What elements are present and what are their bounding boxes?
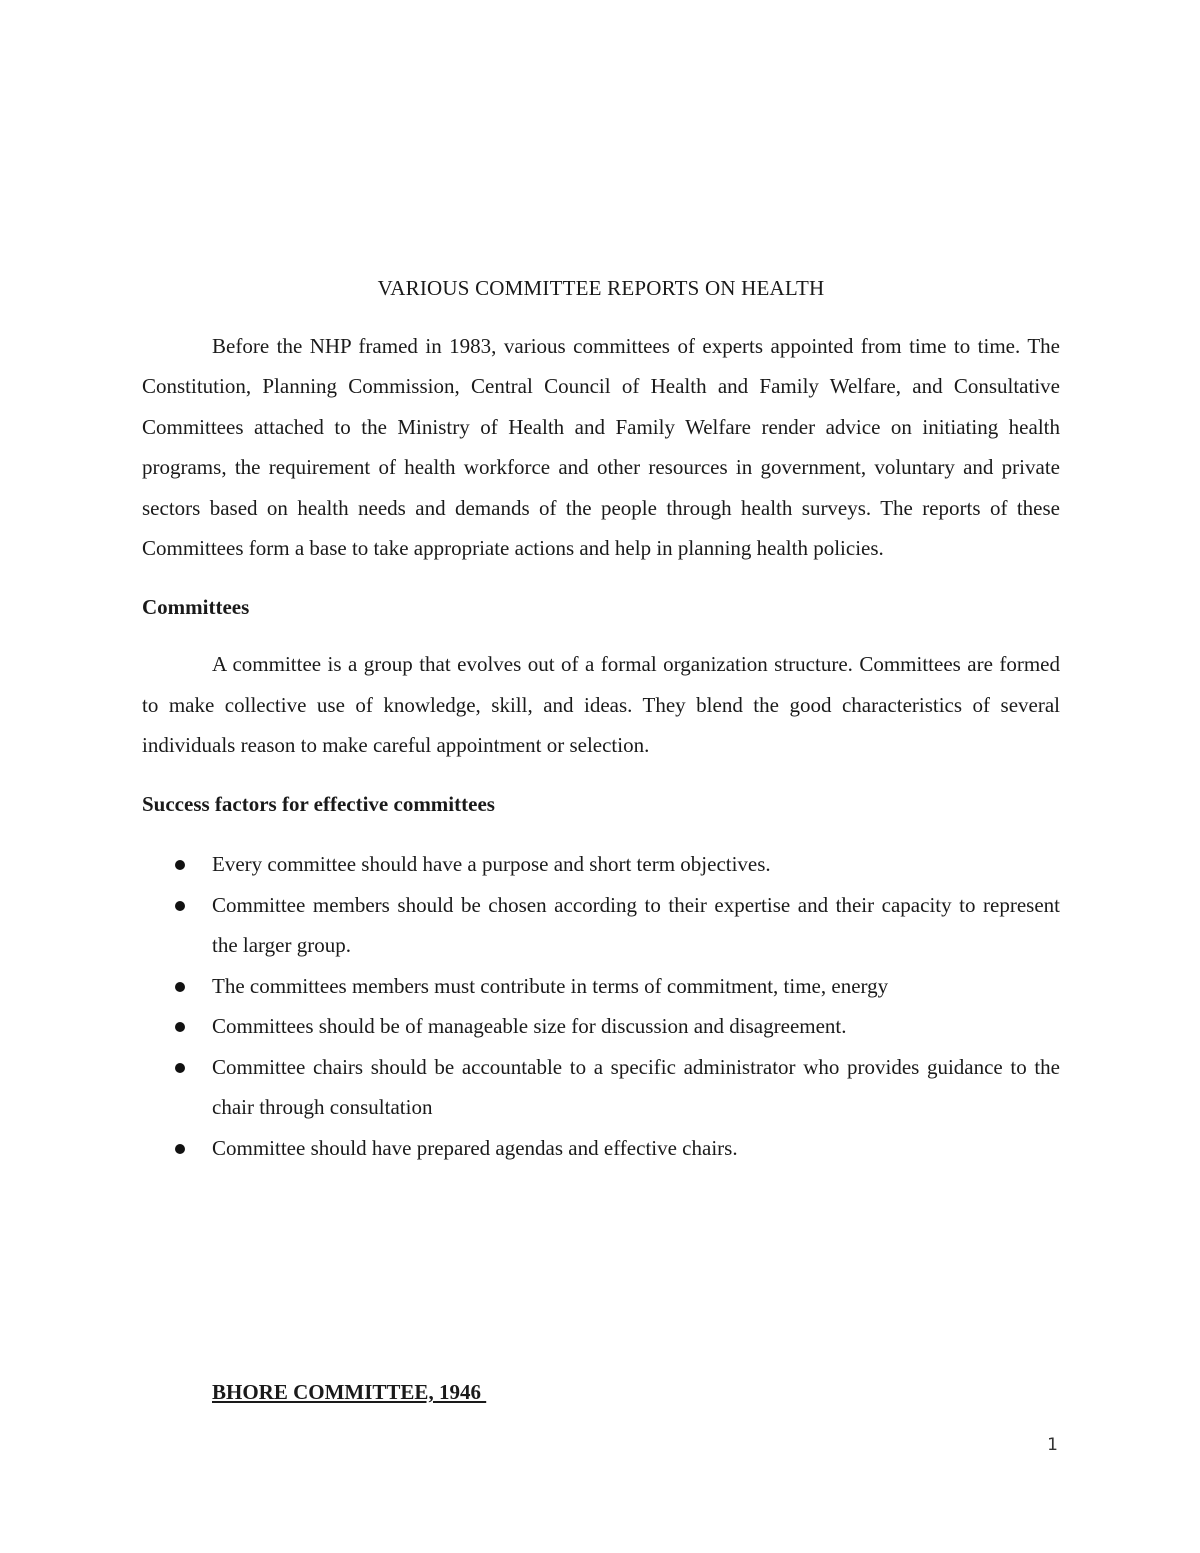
committees-paragraph: A committee is a group that evolves out of a formal organization structure. Committees are formed to make collective use of knowledge, skill, and ideas. They blend the good characteristics of several individuals reason to make careful appointment or selection. [142,652,1060,757]
list-item [142,1128,1060,1169]
list-item [142,1047,1060,1128]
page-number: 1 [1047,1435,1058,1455]
list-item [142,885,1060,966]
intro-paragraph: Before the NHP framed in 1983, various committees of experts appointed from time to time. The Constitution, Planning Commission, Central Council of Health and Family Welfare, and Consultative Committees attached to the Ministry of Health and Family Welfare render advice on initiating health programs, the requirement of health workforce and other resources in government, voluntary and private sectors based on health needs and demands of the people through health surveys. The reports of these Committees form a base to take appropriate actions and help in planning health policies. [142,333,1060,560]
committees-heading: Committees [142,594,250,619]
bullet-icon [175,1022,185,1032]
list-item-text: Every committee should have a purpose and short term objectives. [212,852,771,876]
list-item-text: Committees should be of manageable size for discussion and disagreement. [212,1014,847,1038]
list-item [142,1006,1060,1047]
list-item-text: Committee chairs should be accountable to a specific administrator who provides guidance to the chair through consultation [212,1054,1060,1119]
document-title: VARIOUS COMMITTEE REPORTS ON HEALTH [377,276,825,300]
bullet-icon [175,860,185,870]
success-factors-list [142,844,1060,1168]
bullet-icon [175,982,185,992]
bullet-icon [175,1144,185,1154]
list-item [142,966,1060,1007]
bullet-icon [175,1063,185,1073]
list-item [142,844,1060,885]
list-item-text: Committee members should be chosen according to their expertise and their capacity to represent the larger group. [212,892,1060,957]
list-item-text: The committees members must contribute in terms of commitment, time, energy [212,973,889,998]
list-item-text: Committee should have prepared agendas and effective chairs. [212,1135,738,1160]
document-body [142,268,1060,1168]
success-factors-heading: Success factors for effective committees [142,791,495,816]
bullet-icon [175,901,185,911]
bhore-committee-heading: BHORE COMMITTEE, 1946 [212,1380,487,1404]
